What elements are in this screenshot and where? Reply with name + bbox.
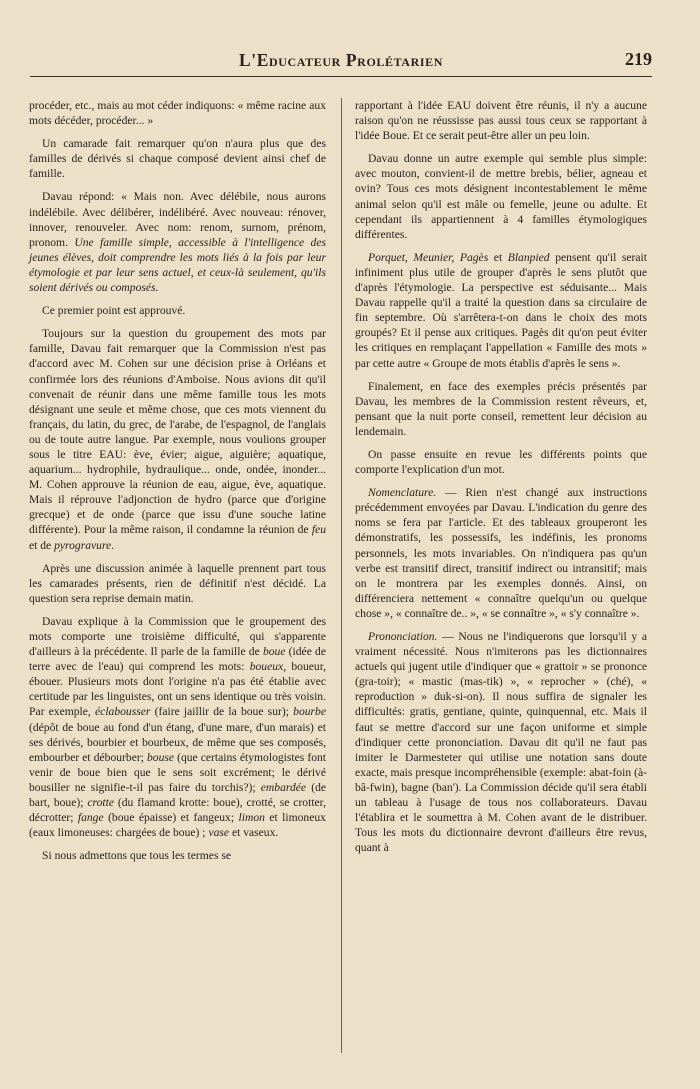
paragraph-text: Davau répond: « Mais non. Avec délébile, nous aurons indélébile. Avec délibérer, indélibéré. Avec nouveau: rénover, innover, renouveler. Avec nom: renom, surnom, prénom, pronom. xyxy=(29,190,326,249)
paragraph xyxy=(355,250,647,371)
column-divider xyxy=(341,98,342,1053)
paragraph-text: (boue épaisse) et fangeux; xyxy=(103,811,239,825)
italic-word: bourbe xyxy=(293,705,326,719)
paragraph: Après une discussion animée à laquelle prennent part tous les camarades présents, rien de définitif n'est décidé. La question sera reprise demain matin. xyxy=(29,561,326,605)
italic-word: éclabousser xyxy=(95,705,151,719)
paragraph xyxy=(355,485,647,621)
italic-word: limon xyxy=(238,811,265,825)
italic-word: embardée xyxy=(260,780,307,794)
right-column xyxy=(355,98,647,863)
paragraph-text: — Rien n'est changé aux instructions précédemment envoyées par Davau. L'indication du genre des noms se fera par l'article. Et des tableaux grouperont les démonstratifs, les possessifs, les indéfinis, les pronoms personnels, les mots invariables. On n'indiquera pas qu'un verbe est transitif direct, transitif indirect ou intransitif; mais on le montrera par les exemples donnés. Ainsi, on différenciera nettement « connaître quelqu'un ou quelque chose », « connaître de.. », « se connaître », « s'y connaître ». xyxy=(355,486,647,620)
italic-names: Porquet, Meunier, Pagès xyxy=(368,250,489,264)
paragraph: Finalement, en face des exemples précis présentés par Davau, les membres de la Commission restent rêveurs, et, pensant que la nuit porte conseil, remettent leur décision au lendemain. xyxy=(355,379,647,438)
italic-word: feu xyxy=(311,523,326,537)
paragraph: Davau donne un autre exemple qui semble plus simple: avec mouton, convient-il de mettre brebis, bélier, agneau et ovin? Tous ces mots désignent incontestablement le même animal selon qu'il est mâle ou femelle, jeune ou adulte. Et cependant ils appartiennent à 4 familles étymologiques différentes. xyxy=(355,152,647,241)
paragraph: Un camarade fait remarquer qu'on n'aura plus que des familles de dérivés si chaque composé devient ainsi chef de famille. xyxy=(29,137,326,181)
paragraph-text: (dépôt de boue au fond d'un étang, d'une mare, d'un marais) et ses dérivés, bourbier et bourbeux, de même que ses composés, embourber et débourber; xyxy=(29,720,326,764)
paragraph-text: (idée de terre avec de l'eau) qui comprend les mots: xyxy=(29,645,326,674)
paragraph: rapportant à l'idée EAU doivent être réunis, il n'y a aucune raison qu'on ne réussisse pas aussi tous ceux se rapportant à l'idée Boue. Et ce serait peut-être aller un peu loin. xyxy=(355,99,647,143)
paragraph-text: . xyxy=(111,538,115,552)
italic-word: crotte xyxy=(87,796,114,810)
italic-text: Une famille simple, accessible à l'intelligence des jeunes élèves, doit comprendre les mots liés à la fois par leur étymologie et par leur sens actuel, et ceux-là seulement, qu'ils soient dérivés ou composés. xyxy=(29,235,327,295)
paragraph xyxy=(29,326,326,552)
paragraph: Si nous admettons que tous les termes se xyxy=(42,849,232,863)
paragraph-text: (de bart, boue); xyxy=(29,780,327,810)
paragraph-text: , boueur, ébouer. Plusieurs mots dont l'origine n'a pas été établie avec certitude par les linguistes, ont un sens identique ou très voisin. Par exemple, xyxy=(29,660,326,719)
paragraph-text: (que certains étymologistes font venir de boue bien que le sens soit excrément; le dérivé bousiller ne signifie-t-il pas faire du torchis?); xyxy=(29,750,327,794)
paragraph-text: et xyxy=(488,250,508,264)
paragraph: On passe ensuite en revue les différents points que comporte l'explication d'un mot. xyxy=(355,447,647,477)
paragraph xyxy=(355,629,647,855)
italic-word: boueux xyxy=(249,660,284,674)
paragraph-text: Davau explique à la Commission que le groupement des mots comporte une troisième difficulté, qui s'apparente d'ailleurs à la précédente. Il parle de la famille de xyxy=(29,614,326,659)
paragraph: Ce premier point est approuvé. xyxy=(42,304,186,318)
italic-word: fange xyxy=(77,811,104,825)
italic-names: Blanpied xyxy=(507,250,550,264)
paragraph: procéder, etc., mais au mot céder indiquons: « même racine aux mots décéder, procéder... » xyxy=(29,99,326,128)
page-header xyxy=(30,44,652,77)
paragraph-text: et limoneux (eaux limoneuses: chargées de boue) ; xyxy=(29,811,326,840)
paragraph-text: — Nous ne l'indiquerons que lorsqu'il y a vraiment nécessité. Nous n'imiterons pas les dictionnaires actuels qui jugent utile d'indiquer que « grattoir » se prononce (gra-toir); « mastic (mas-tik) », « reprocher » (ché), « reproduction » duk-si-on). Il nous suffira de signaler les difficultés: gratis, gentiane, quinte, quinquennal, etc. Mais il faut se mettre d'accord sur une façon uniforme et simple d'indiquer cette prononciation. Davau dit qu'il ne faut pas imiter le Darmesteter qui utilise une notation sans doute exacte, mais presque incompréhensible (exemple: abat-foin (à-bâ-fwin), bagne (ban'). La Commission décide qu'il sera établi un tableau à l'usage de tous nos collaborateurs. Davau l'établira et le soumettra à M. Cohen avant de le distribuer. Tous les mots du dictionnaire devront d'ailleurs être revus, quant à xyxy=(355,630,647,855)
italic-word: pyrogravure xyxy=(54,538,112,552)
section-label: Nomenclature. xyxy=(368,486,437,500)
paragraph-text: Toujours sur la question du groupement des mots par famille, Davau fait remarquer que la Commission n'est pas d'accord avec M. Cohen sur une décision prise à Orléans et confirmée lors des réunions d'Amboise. Nous avions dit qu'il convenait de réunir dans une même famille tous les mots désignant une seule et même chose, que ces mots viennent du français, du latin, du grec, de l'arabe, de l'espagnol, de l'anglais ou de toute autre langue. Par exemple, nous voulions grouper sous le titre EAU: ève, évier; aigue, aiguière; aquatique, aquarium... hydrophile, hydraulique... onde, ondée, inonder... M. Cohen approuve la réunion de eau, aigue, ève, aquatique. Mais il réprouve l'adjonction de hydro (parce que d'origine grecque) et de onde (parce que issu d'une souche latine différente). Pour la même raison, il condamne la réunion de xyxy=(29,327,326,537)
paragraph-text: (du flamand krotte: boue), crotté, se crotter, décrotter; xyxy=(29,796,326,825)
italic-word: bouse xyxy=(146,750,175,764)
left-column xyxy=(29,98,326,871)
paragraph-text: pensent qu'il serait infiniment plus utile de grouper d'après le sens plutôt que d'après l'étymologie. La perspective est séduisante... Mais Davau rappelle qu'il a traité la question dans sa circulaire de fin septembre. Où s'arrêtera-t-on dans le choix des mots groupés? Et il pense aux critiques. Pagès dit qu'on peut éviter les critiques en remplaçant l'appellation « Famille des mots » par cette autre « Groupe de mots établis d'après le sens ». xyxy=(355,250,648,370)
section-label: Prononciation. xyxy=(368,630,438,643)
paragraph-text: (faire jaillir de la boue sur); xyxy=(150,705,294,719)
page-number: 219 xyxy=(625,49,652,69)
paragraph xyxy=(29,614,326,840)
paragraph-text: et de xyxy=(29,538,55,552)
paragraph-text: et vaseux. xyxy=(229,826,279,840)
paragraph xyxy=(29,189,326,295)
italic-word: vase xyxy=(208,826,230,840)
italic-word: boue xyxy=(262,645,286,659)
journal-title: L'Educateur Prolétarien xyxy=(239,50,443,70)
